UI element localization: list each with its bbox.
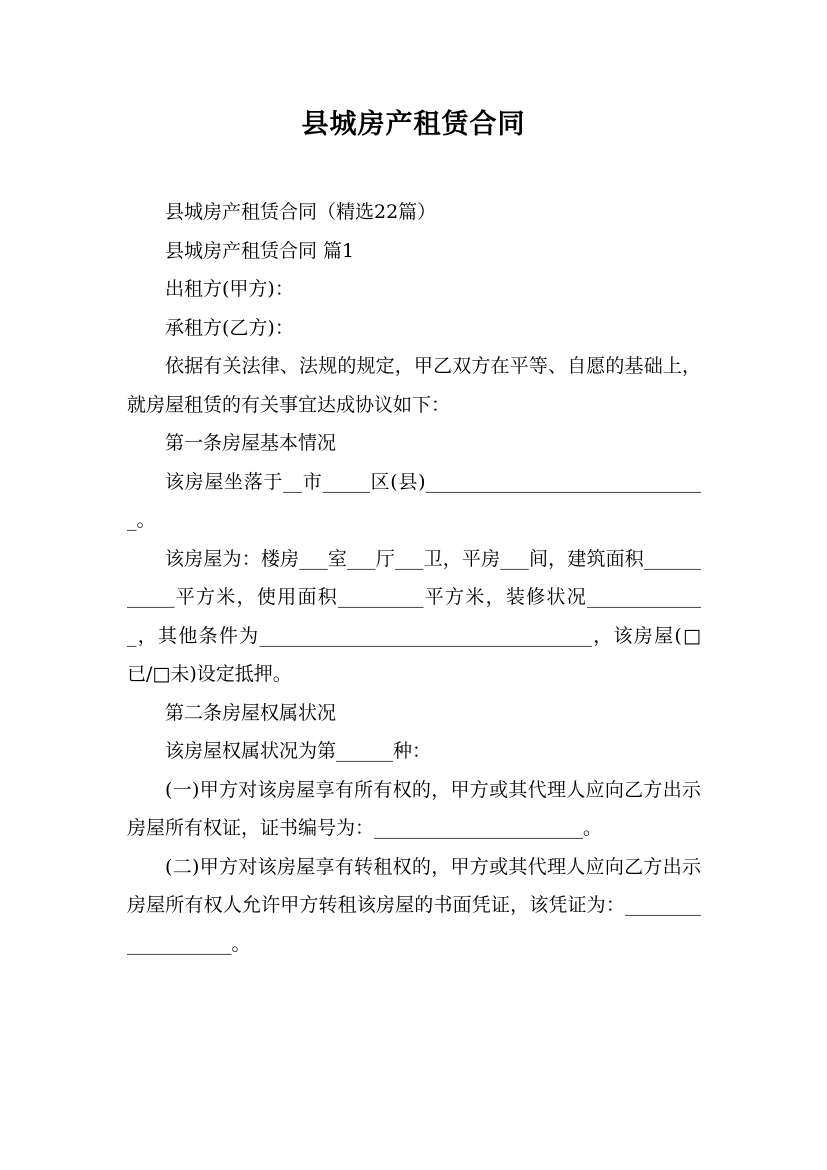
- document-title: 县城房产租赁合同: [301, 109, 526, 140]
- paragraph-lessor: 出租方(甲方)：: [165, 278, 294, 300]
- paragraph-lessee: 承租方(乙方)：: [165, 316, 294, 339]
- paragraph-clause-2-heading: 第二条房屋权属状况: [165, 701, 337, 724]
- paragraph-article-heading: 县城房产租赁合同 篇1: [165, 239, 355, 262]
- document-body: [127, 193, 701, 963]
- paragraph-subtitle: 县城房产租赁合同（精选22篇）: [165, 201, 437, 223]
- paragraph-property-details: 该房屋为：楼房___室___厅___卫，平房___间，建筑面积___________平方米，使用面积_________平方米，装修状况_____________，其他条件为___________________________________，该房屋(□已/□未)设定抵押。: [127, 547, 701, 685]
- paragraph-location: 该房屋坐落于__市_____区(县)______________________________。: [127, 470, 701, 531]
- paragraph-ownership-1: (一)甲方对该房屋享有所有权的，甲方或其代理人应向乙方出示房屋所有权证，证书编号为：______________________。: [127, 778, 701, 839]
- paragraph-ownership-2: (二)甲方对该房屋享有转租权的，甲方或其代理人应向乙方出示房屋所有权人允许甲方转租该房屋的书面凭证，该凭证为：___________________。: [127, 855, 701, 955]
- paragraph-ownership-type: 该房屋权属状况为第______种：: [165, 740, 432, 762]
- paragraph-preamble: 依据有关法律、法规的规定，甲乙双方在平等、自愿的基础上，就房屋租赁的有关事宜达成协议如下：: [127, 355, 701, 416]
- paragraph-clause-1-heading: 第一条房屋基本情况: [165, 432, 337, 454]
